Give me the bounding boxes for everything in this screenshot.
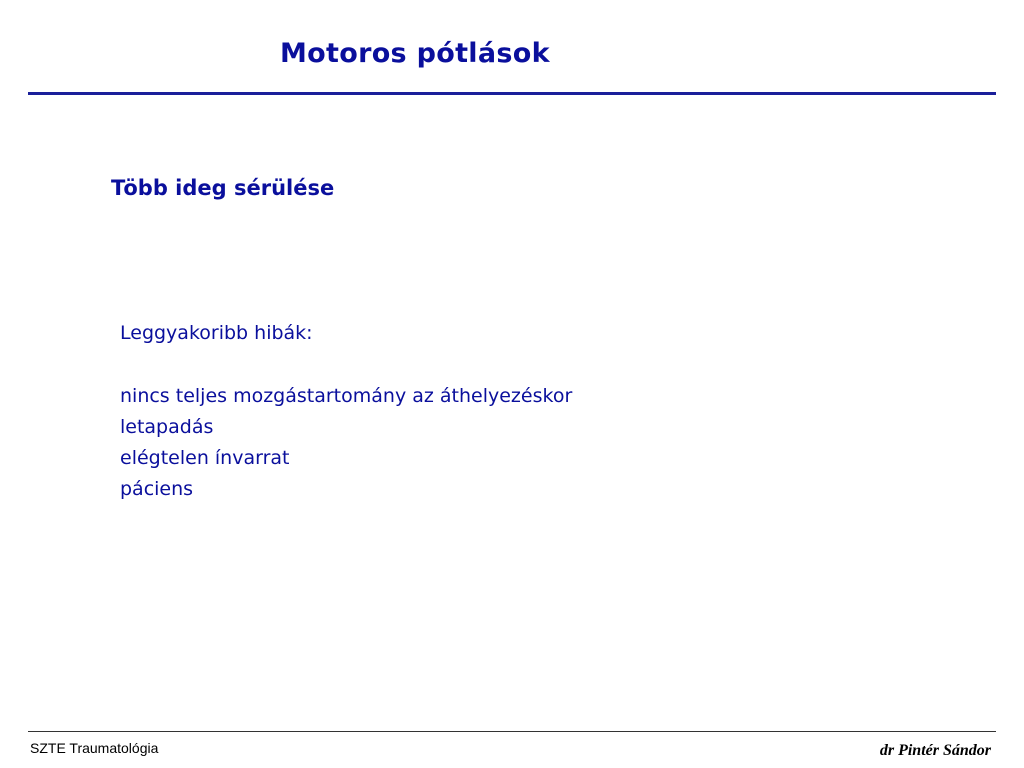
content-block	[120, 318, 820, 505]
content-heading: Leggyakoribb hibák:	[120, 322, 313, 344]
footer-author: dr Pintér Sándor	[879, 742, 991, 759]
list-item: elégtelen ínvarrat	[120, 447, 290, 469]
title-divider	[28, 92, 996, 95]
content-spacer	[120, 349, 820, 381]
error-list	[120, 381, 820, 505]
list-item: nincs teljes mozgástartomány az áthelyezéskor	[120, 385, 573, 407]
slide-title: Motoros pótlások	[280, 38, 550, 69]
footer-divider	[28, 731, 996, 732]
slide-subtitle: Több ideg sérülése	[111, 176, 335, 200]
list-item: letapadás	[120, 416, 214, 438]
footer-institution: SZTE Traumatológia	[30, 740, 159, 756]
list-item: páciens	[120, 478, 194, 500]
